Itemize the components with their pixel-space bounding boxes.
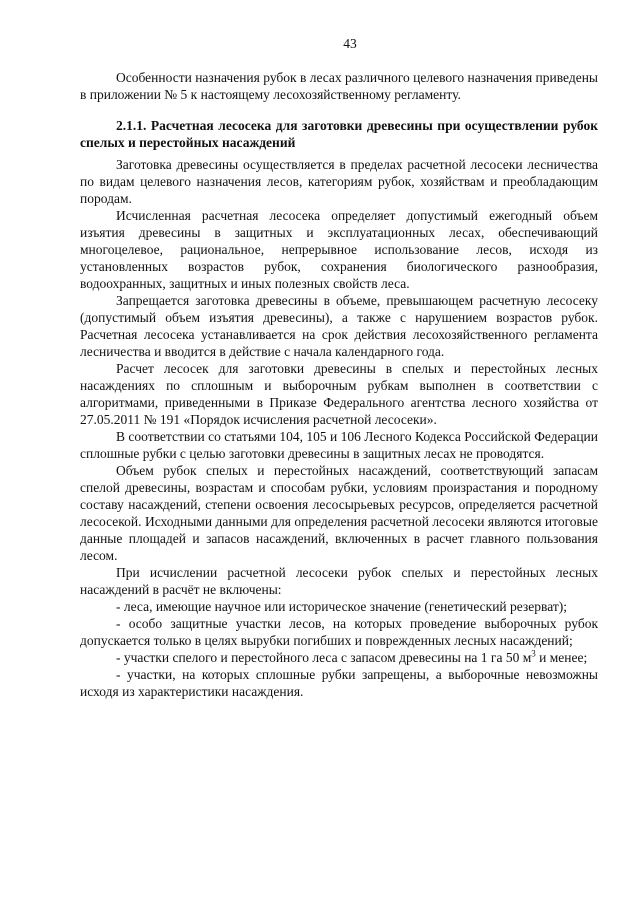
cubic-superscript: 3 bbox=[531, 648, 536, 659]
paragraph-prohibition: Запрещается заготовка древесины в объеме, превышающем расчетную лесосеку (допустимый объем изъятия древесины), а также с нарушением возрастов рубок. Расчетная лесосека устанавливается на срок действия лесохозяйственного регламента лесничества и вводится в действие с начала календарного года. bbox=[80, 293, 598, 359]
intro-paragraph: Особенности назначения рубок в лесах различного целевого назначения приведены в приложении № 5 к настоящему лесохозяйственному регламенту. bbox=[80, 70, 598, 102]
paragraph-harvesting-limits: Заготовка древесины осуществляется в пределах расчетной лесосеки лесничества по видам целевого назначения лесов, категориям рубок, хозяйствам и преобладающим породам. bbox=[80, 157, 598, 206]
list-item-protective-plots: - особо защитные участки лесов, на которых проведение выборочных рубок допускается только в целях вырубки погибших и поврежденных лесных насаждений; bbox=[80, 616, 598, 648]
section-heading: 2.1.1. Расчетная лесосека для заготовки древесины при осуществлении рубок спелых и перестойных насаждений bbox=[80, 118, 598, 150]
list-item-restricted-plots: - участки, на которых сплошные рубки запрещены, а выборочные невозможны исходя из характеристики насаждения. bbox=[80, 667, 598, 699]
list-item-low-stock-tail: и менее; bbox=[535, 650, 588, 665]
list-item-genetic-reserve: - леса, имеющие научное или историческое значение (генетический резерват); bbox=[116, 599, 567, 614]
list-item-low-stock-plots bbox=[80, 649, 598, 666]
paragraph-forest-code: В соответствии со статьями 104, 105 и 106 Лесного Кодекса Российской Федерации сплошные рубки с целью заготовки древесины в защитных лесах не проводятся. bbox=[80, 429, 598, 461]
page-number: 43 bbox=[343, 36, 357, 51]
paragraph-exclusions-intro: При исчислении расчетной лесосеки рубок спелых и перестойных лесных насаждений в расчёт не включены: bbox=[80, 565, 598, 597]
paragraph-calculation-method: Расчет лесосек для заготовки древесины в спелых и перестойных лесных насаждениях по сплошным и выборочным рубкам выполнен в соответствии с алгоритмами, приведенными в Приказе Федерального агентства лесного хозяйства от 27.05.2011 № 191 «Порядок исчисления расчетной лесосеки». bbox=[80, 361, 598, 427]
paragraph-felling-volume: Объем рубок спелых и перестойных насаждений, соответствующий запасам спелой древесины, возрастам и способам рубки, условиям произрастания и породному составу насаждений, степени освоения лесосырьевых ресурсов, определяется расчетной лесосекой. Исходными данными для определения расчетной лесосеки являются итоговые данные площадей и запасов насаждений, включенных в расчет главного пользования лесом. bbox=[80, 463, 598, 563]
paragraph-allowable-volume: Исчисленная расчетная лесосека определяет допустимый ежегодный объем изъятия древесины в защитных и эксплуатационных лесах, обеспечивающий многоцелевое, рациональное, непрерывное использование лесов, исходя из установленных возрастов рубок, сохранения биологического разнообразия, водоохранных, защитных и иных полезных свойств леса. bbox=[80, 208, 598, 291]
list-item-low-stock-text: - участки спелого и перестойного леса с запасом древесины на 1 га 50 м bbox=[116, 650, 532, 665]
